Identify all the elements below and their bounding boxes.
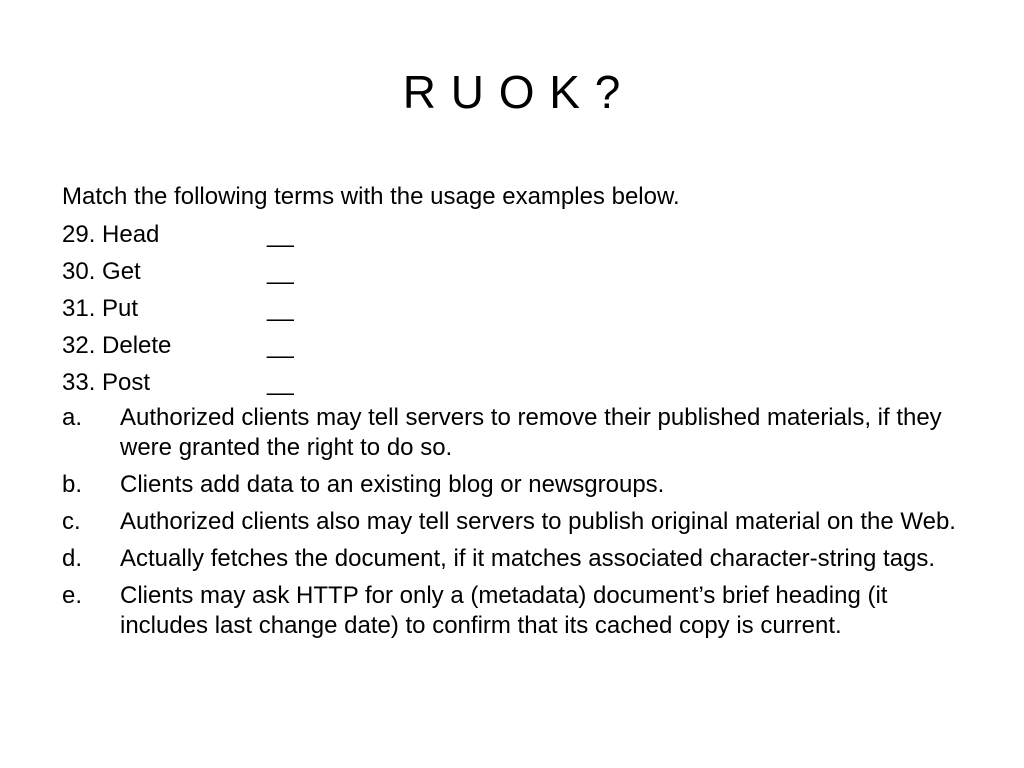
instructions-text: Match the following terms with the usage examples below. <box>62 183 680 210</box>
example-letter: d. <box>62 545 83 572</box>
answer-blank: __ <box>267 258 294 285</box>
term-label: 29. Head <box>62 221 160 248</box>
example-item-b <box>62 470 972 500</box>
term-item-get <box>62 253 972 290</box>
term-item-delete <box>62 327 972 364</box>
answer-blank: __ <box>267 332 294 359</box>
answer-blank: __ <box>267 369 294 396</box>
example-item-d <box>62 544 972 574</box>
terms-list <box>62 216 972 401</box>
example-text: Authorized clients also may tell servers to publish original material on the Web. <box>120 508 956 535</box>
example-text: Clients may ask HTTP for only a (metadata) document’s brief heading (it includes last change date) to confirm that its cached copy is current. <box>120 582 888 639</box>
example-text: Actually fetches the document, if it matches associated character-string tags. <box>120 545 936 572</box>
term-label: 31. Put <box>62 295 139 322</box>
term-item-put <box>62 290 972 327</box>
examples-list <box>62 403 972 641</box>
example-item-a <box>62 403 972 463</box>
example-text: Clients add data to an existing blog or newsgroups. <box>120 471 665 498</box>
answer-blank: __ <box>267 221 294 248</box>
term-item-head <box>62 216 972 253</box>
example-item-e <box>62 581 972 641</box>
example-text: Authorized clients may tell servers to remove their published materials, if they were granted the right to do so. <box>120 404 942 461</box>
example-item-c <box>62 507 972 537</box>
term-label: 33. Post <box>62 369 151 396</box>
term-label: 30. Get <box>62 258 141 285</box>
term-label: 32. Delete <box>62 332 172 359</box>
answer-blank: __ <box>267 295 294 322</box>
term-item-post <box>62 364 972 401</box>
example-letter: c. <box>62 508 81 535</box>
example-letter: e. <box>62 582 83 609</box>
example-letter: a. <box>62 404 83 431</box>
slide-body <box>62 180 972 648</box>
slide-title: R U O K ? <box>402 66 622 118</box>
example-letter: b. <box>62 471 83 498</box>
